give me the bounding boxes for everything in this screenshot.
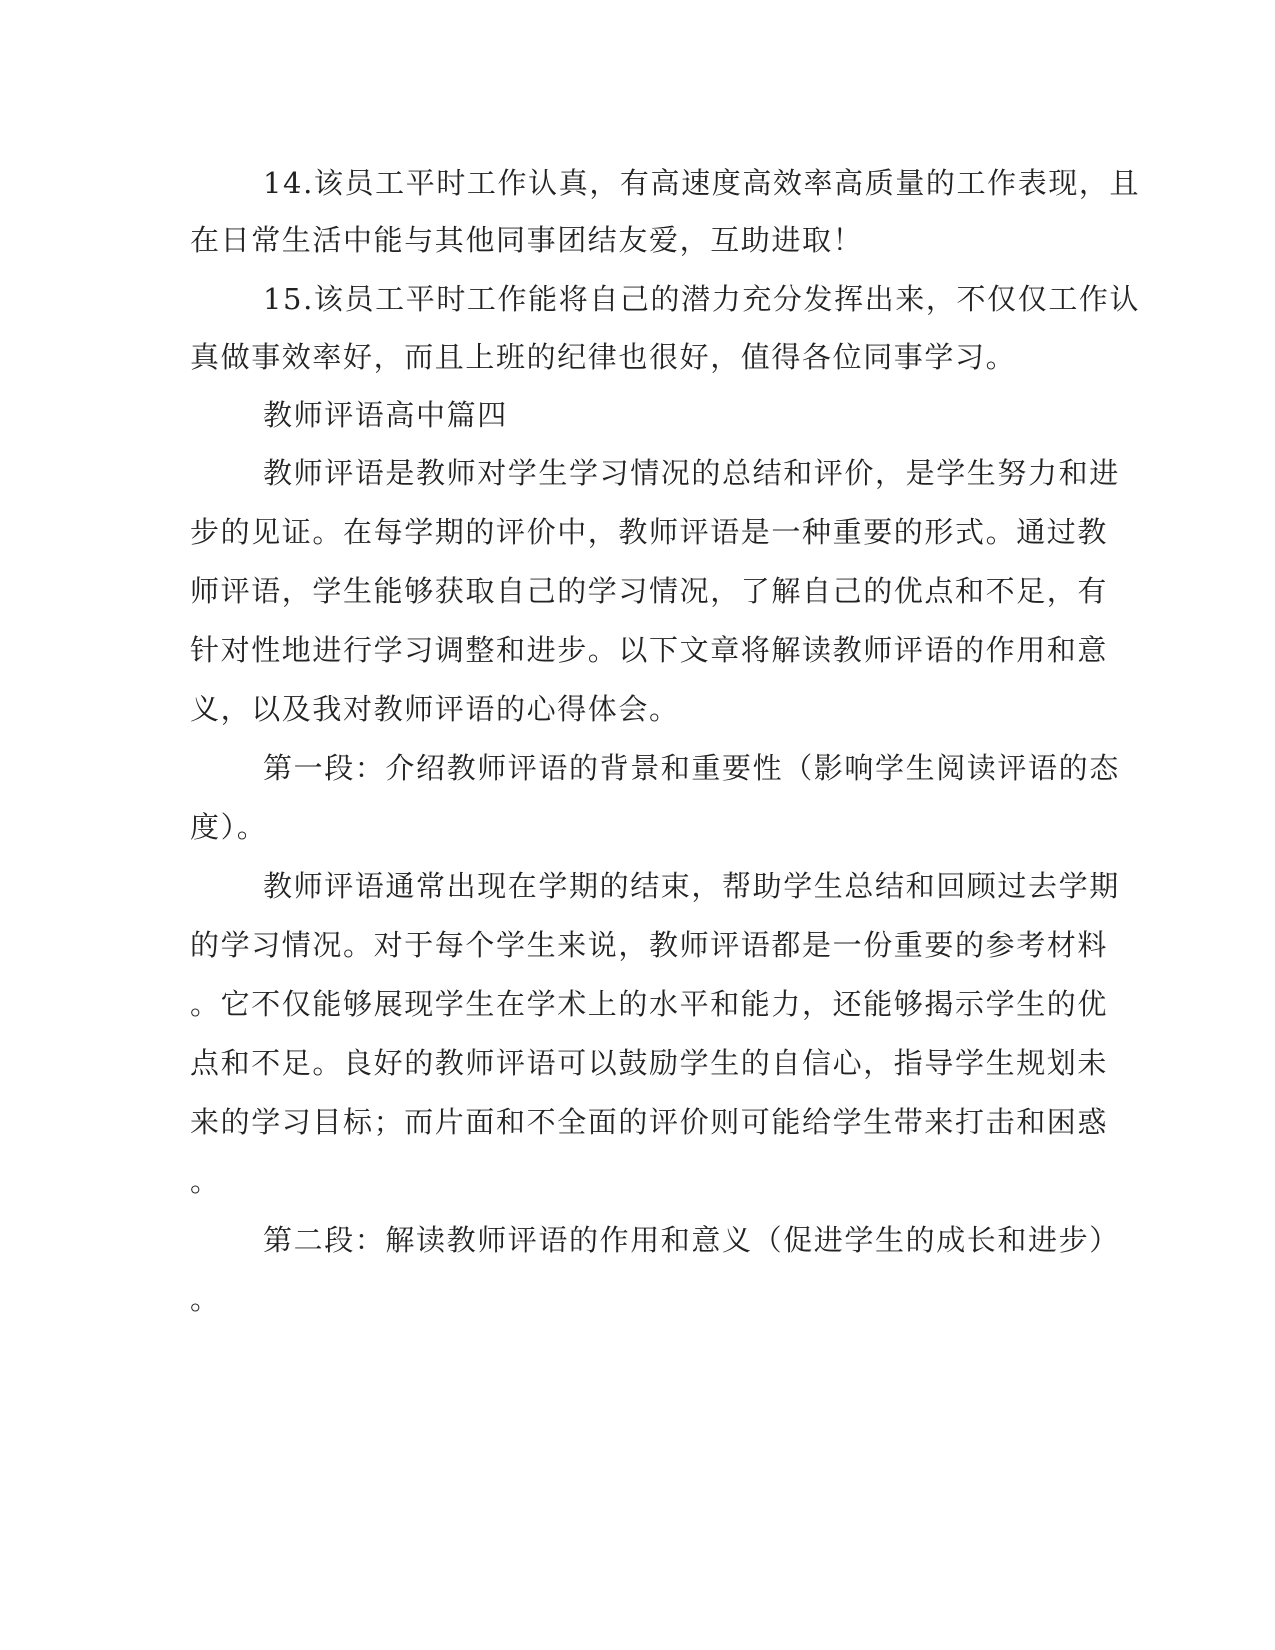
item-14-line-1: 14.该员工平时工作认真，有高速度高效率高质量的工作表现，且	[263, 166, 1141, 200]
section-heading: 教师评语高中篇四	[263, 398, 508, 432]
section-one-paragraph-line-4: 点和不足。良好的教师评语可以鼓励学生的自信心，指导学生规划未	[190, 1046, 1109, 1080]
section-one-paragraph-line-5: 来的学习目标；而片面和不全面的评价则可能给学生带来打击和困惑	[190, 1105, 1109, 1139]
section-one-paragraph-line-2: 的学习情况。对于每个学生来说，教师评语都是一份重要的参考材料	[190, 928, 1109, 962]
section-two-heading-line-1: 第二段：解读教师评语的作用和意义（促进学生的成长和进步）	[263, 1223, 1120, 1257]
section-one-paragraph-line-1: 教师评语通常出现在学期的结束，帮助学生总结和回顾过去学期	[263, 869, 1120, 903]
intro-paragraph-line-2: 步的见证。在每学期的评价中，教师评语是一种重要的形式。通过教	[190, 515, 1109, 549]
section-one-paragraph-line-6: 。	[190, 1164, 221, 1198]
section-one-heading-line-1: 第一段：介绍教师评语的背景和重要性（影响学生阅读评语的态	[263, 751, 1120, 785]
intro-paragraph-line-3: 师评语，学生能够获取自己的学习情况，了解自己的优点和不足，有	[190, 574, 1109, 608]
item-14-line-2: 在日常生活中能与其他同事团结友爱，互助进取！	[190, 223, 864, 257]
intro-paragraph-line-5: 义，以及我对教师评语的心得体会。	[190, 692, 680, 726]
section-two-heading-line-2: 。	[190, 1282, 221, 1316]
item-15-line-1: 15.该员工平时工作能将自己的潜力充分发挥出来，不仅仅工作认	[263, 282, 1141, 316]
intro-paragraph-line-1: 教师评语是教师对学生学习情况的总结和评价，是学生努力和进	[263, 456, 1120, 490]
section-one-heading-line-2: 度）。	[190, 810, 268, 844]
intro-paragraph-line-4: 针对性地进行学习调整和进步。以下文章将解读教师评语的作用和意	[190, 633, 1109, 667]
item-15-line-2: 真做事效率好，而且上班的纪律也很好，值得各位同事学习。	[190, 340, 1017, 374]
section-one-paragraph-line-3: 。它不仅能够展现学生在学术上的水平和能力，还能够揭示学生的优	[190, 987, 1109, 1021]
